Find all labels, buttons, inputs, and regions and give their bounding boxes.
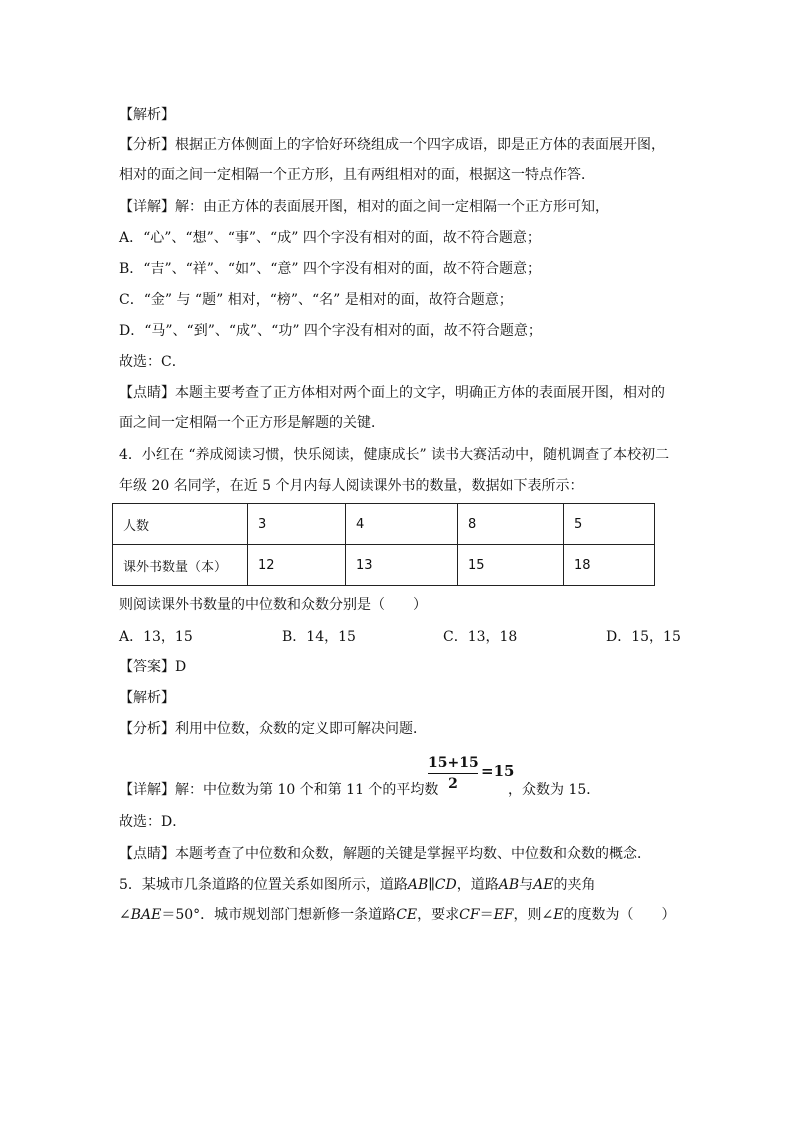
fraction-bar — [428, 773, 478, 774]
q3-analysis-line-1: 【分析】根据正方体侧面上的字恰好环绕组成一个四字成语，即是正方体的表面展开图， — [119, 137, 665, 153]
q5-angle-symbol: ∠ — [119, 907, 131, 923]
q4-option-b: B．14，15 — [282, 629, 356, 645]
table-cell: 3 — [248, 504, 346, 545]
q4-stem-line-1: 4．小红在 “养成阅读习惯，快乐阅读，健康成长” 读书大赛活动中，随机调查了本校初二 — [119, 447, 670, 463]
q4-option-c: C．13，18 — [443, 629, 518, 645]
q5-text: ＝50°．城市规划部门想新修一条道路 — [161, 907, 397, 923]
table-cell: 4 — [346, 504, 458, 545]
q5-var-cd: CD — [434, 877, 457, 893]
q5-text: ，要求 — [417, 907, 460, 923]
q3-choice: 故选：C． — [119, 354, 186, 370]
q5-stem-line-1 — [119, 875, 595, 895]
q5-text: 与 — [519, 877, 534, 893]
q4-question: 则阅读课外书数量的中位数和众数分别是（ ） — [119, 597, 427, 613]
q3-option-b: B．“吉”、“祥”、“如”、“意” 四个字没有相对的面，故不符合题意； — [119, 261, 541, 277]
q5-parallel-symbol: ∥ — [428, 877, 435, 893]
q5-var-ce: CE — [396, 907, 418, 923]
q3-option-a: A．“心”、“想”、“事”、“成” 四个字没有相对的面，故不符合题意； — [119, 230, 541, 246]
q4-comment: 【点睛】本题考查了中位数和众数，解题的关键是掌握平均数、中位数和众数的概念． — [119, 846, 651, 862]
q5-text: 的夹角 — [553, 877, 596, 893]
q3-jiexi: 【解析】 — [119, 107, 175, 123]
q5-stem-line-2 — [119, 905, 675, 925]
fraction-result: =15 — [481, 762, 515, 780]
table-cell: 13 — [346, 545, 458, 586]
q4-choice: 故选：D． — [119, 814, 187, 830]
q3-analysis-line-2: 相对的面之间一定相隔一个正方形，且有两组相对的面，根据这一特点作答． — [119, 167, 595, 183]
q5-text: ＝ — [479, 907, 494, 923]
table-row — [113, 545, 655, 586]
q4-jiexi: 【解析】 — [119, 690, 175, 706]
q5-text: ，道路 — [456, 877, 499, 893]
table-cell: 人数 — [113, 504, 248, 545]
q4-stem-line-2: 年级 20 名同学，在近 5 个月内每人阅读课外书的数量，数据如下表所示： — [119, 478, 584, 494]
q5-var-bae: BAE — [130, 907, 162, 923]
fraction-denominator: 2 — [448, 776, 458, 792]
q4-option-a: A．13，15 — [119, 629, 193, 645]
q5-var-e: E — [553, 907, 564, 923]
q5-var-ef: EF — [493, 907, 514, 923]
table-row — [113, 504, 655, 545]
table-cell: 12 — [248, 545, 346, 586]
table-cell: 课外书数量（本） — [113, 545, 248, 586]
table-cell: 18 — [564, 545, 655, 586]
q5-var-ab: AB — [498, 877, 520, 893]
fraction-numerator: 15+15 — [428, 755, 479, 771]
q3-detail: 【详解】解：由正方体的表面展开图，相对的面之间一定相隔一个正方形可知， — [119, 199, 609, 215]
table-cell: 5 — [564, 504, 655, 545]
q5-var-cf: CF — [459, 907, 480, 923]
q3-option-d: D．“马”、“到”、“成”、“功” 四个字没有相对的面，故不符合题意； — [119, 323, 542, 339]
q3-comment-line-1: 【点睛】本题主要考查了正方体相对两个面上的文字，明确正方体的表面展开图，相对的 — [119, 385, 665, 401]
q4-option-d: D．15，15 — [606, 629, 681, 645]
q4-data-table — [112, 503, 655, 586]
median-fraction — [428, 755, 478, 792]
q3-comment-line-2: 面之间一定相隔一个正方形是解题的关键． — [119, 415, 385, 431]
q4-detail-pre: 【详解】解：中位数为第 10 个和第 11 个的平均数 — [119, 782, 439, 798]
q4-detail-post: ，众数为 15． — [508, 782, 601, 798]
q5-var-ae: AE — [533, 877, 554, 893]
q5-text: 5．某城市几条道路的位置关系如图所示，道路 — [119, 877, 408, 893]
table-cell: 8 — [458, 504, 564, 545]
q5-var-ab: AB — [407, 877, 429, 893]
q4-answer: 【答案】D — [119, 659, 187, 675]
q5-text: ，则∠ — [513, 907, 554, 923]
q3-option-c: C．“金” 与 “题” 相对，“榜”、“名” 是相对的面，故符合题意； — [119, 292, 513, 308]
q4-analysis: 【分析】利用中位数，众数的定义即可解决问题． — [119, 721, 427, 737]
q5-text: 的度数为（ ） — [563, 907, 676, 923]
table-cell: 15 — [458, 545, 564, 586]
